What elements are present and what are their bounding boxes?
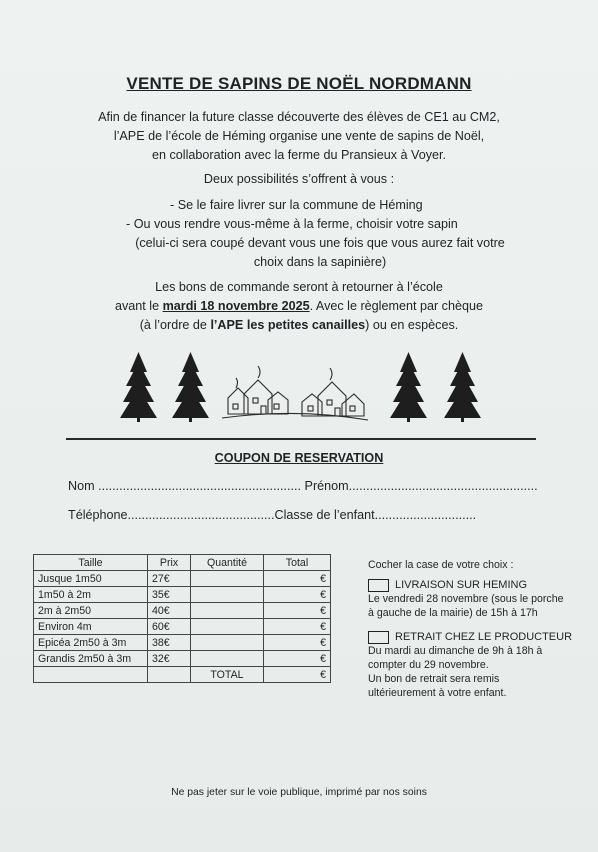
quantity-cell[interactable] (191, 571, 264, 587)
quantity-cell[interactable] (191, 651, 264, 667)
grand-total-cell[interactable]: € (264, 667, 331, 683)
telephone-field[interactable]: .......................................... (127, 508, 275, 522)
choice-delivery-detail: à gauche de la mairie) de 15h à 17h (368, 607, 538, 619)
column-header-quantite: Quantité (191, 555, 264, 571)
telephone-label: Téléphone (68, 508, 128, 522)
christmas-illustration (116, 348, 496, 428)
choice-pickup-title-row (368, 630, 578, 644)
table-row (34, 651, 331, 667)
fir-tree-icon (172, 352, 209, 422)
payee-name: l’APE les petites canailles (210, 318, 366, 332)
possibilities-heading: Deux possibilités s’offrent à vous : (203, 172, 395, 186)
quantity-cell[interactable] (191, 603, 264, 619)
table-header-row (34, 555, 331, 571)
price-cell: 35€ (148, 587, 191, 603)
possibilities-list (100, 196, 530, 272)
flyer-title: VENTE DE SAPINS DE NOËL NORDMANN (126, 74, 472, 93)
price-cell: 27€ (148, 571, 191, 587)
delivery-checkbox[interactable] (368, 579, 389, 592)
price-cell: 60€ (148, 619, 191, 635)
choice-heading: Cocher la case de votre choix : (368, 559, 514, 571)
choice-pickup-detail: Un bon de retrait sera remis (368, 673, 500, 685)
orders-text: (à l’ordre de (139, 318, 211, 332)
option-farm-detail: choix dans la sapinière) (253, 255, 387, 269)
table-total-row (34, 667, 331, 683)
size-cell: 2m à 2m50 (34, 603, 148, 619)
choice-delivery-title: LIVRAISON SUR HEMING (395, 579, 528, 591)
price-cell: 38€ (148, 635, 191, 651)
total-cell[interactable]: € (264, 571, 331, 587)
orders-paragraph (40, 278, 558, 335)
option-delivery: - Se le faire livrer sur la commune de Héming (170, 198, 423, 212)
orders-text: avant le (114, 299, 163, 313)
intro-line: Afin de financer la future classe découverte des élèves de CE1 au CM2, (98, 110, 500, 124)
quantity-cell[interactable] (191, 635, 264, 651)
orders-line: Les bons de commande seront à retourner à l’école (155, 280, 443, 294)
classe-field[interactable]: ............................. (374, 508, 477, 522)
choice-pickup-detail: ultérieurement à votre enfant. (368, 687, 507, 699)
size-cell: Environ 4m (34, 619, 148, 635)
coupon-title: COUPON DE RESERVATION (214, 451, 384, 465)
total-label: TOTAL (191, 667, 264, 683)
nom-field[interactable]: .......................................................... (98, 479, 302, 493)
orders-text: ) ou en espèces. (365, 318, 459, 332)
table-row (34, 619, 331, 635)
size-cell: 1m50 à 2m (34, 587, 148, 603)
footer-note: Ne pas jeter sur le voie publique, imprimé par nos soins (171, 787, 427, 798)
size-cell: Grandis 2m50 à 3m (34, 651, 148, 667)
fir-tree-icon (390, 352, 427, 422)
empty-cell (34, 667, 148, 683)
choice-pickup-detail: Du mardi au dimanche de 9h à 18h à (368, 645, 543, 657)
classe-label: Classe de l’enfant (274, 508, 375, 522)
price-cell: 32€ (148, 651, 191, 667)
nom-label: Nom (68, 479, 95, 493)
size-cell: Epicéa 2m50 à 3m (34, 635, 148, 651)
deadline-date: mardi 18 novembre 2025 (162, 299, 310, 313)
choice-pickup-detail: compter du 29 novembre. (368, 659, 489, 671)
choice-delivery-detail: Le vendredi 28 novembre (sous le porche (368, 593, 564, 605)
orders-text: . Avec le règlement par chèque (309, 299, 484, 313)
quantity-cell[interactable] (191, 587, 264, 603)
pickup-checkbox[interactable] (368, 631, 389, 644)
price-table (33, 554, 331, 683)
orders-line (40, 297, 558, 316)
size-cell: Jusque 1m50 (34, 571, 148, 587)
empty-cell (148, 667, 191, 683)
table-row (34, 587, 331, 603)
total-cell[interactable]: € (264, 587, 331, 603)
total-cell[interactable]: € (264, 619, 331, 635)
choice-delivery (368, 578, 578, 620)
column-header-taille: Taille (34, 555, 148, 571)
prenom-field[interactable]: ...................................................... (348, 479, 538, 493)
fir-tree-icon (120, 352, 157, 422)
village-icon (222, 366, 368, 420)
choice-delivery-title-row (368, 578, 578, 592)
price-cell: 40€ (148, 603, 191, 619)
quantity-cell[interactable] (191, 619, 264, 635)
column-header-prix: Prix (148, 555, 191, 571)
option-farm-detail: (celui-ci sera coupé devant vous une fois que vous aurez fait votre (135, 236, 505, 250)
prenom-label: Prénom (304, 479, 349, 493)
intro-line: l’APE de l’école de Héming organise une vente de sapins de Noël, (113, 129, 485, 143)
orders-line (40, 316, 558, 335)
total-cell[interactable]: € (264, 651, 331, 667)
intro-line: en collaboration avec la ferme du Pransieux à Voyer. (151, 148, 447, 162)
choice-pickup-title: RETRAIT CHEZ LE PRODUCTEUR (395, 631, 573, 643)
total-cell[interactable]: € (264, 603, 331, 619)
choice-pickup (368, 630, 578, 700)
contact-fields (68, 508, 476, 522)
intro-paragraph (40, 108, 558, 165)
column-header-total: Total (264, 555, 331, 571)
total-cell[interactable]: € (264, 635, 331, 651)
table-row (34, 603, 331, 619)
option-farm: - Ou vous rendre vous-même à la ferme, choisir votre sapin (126, 217, 458, 231)
table-row (34, 635, 331, 651)
divider-line (66, 438, 536, 440)
fir-tree-icon (444, 352, 481, 422)
table-row (34, 571, 331, 587)
name-fields (68, 479, 538, 493)
